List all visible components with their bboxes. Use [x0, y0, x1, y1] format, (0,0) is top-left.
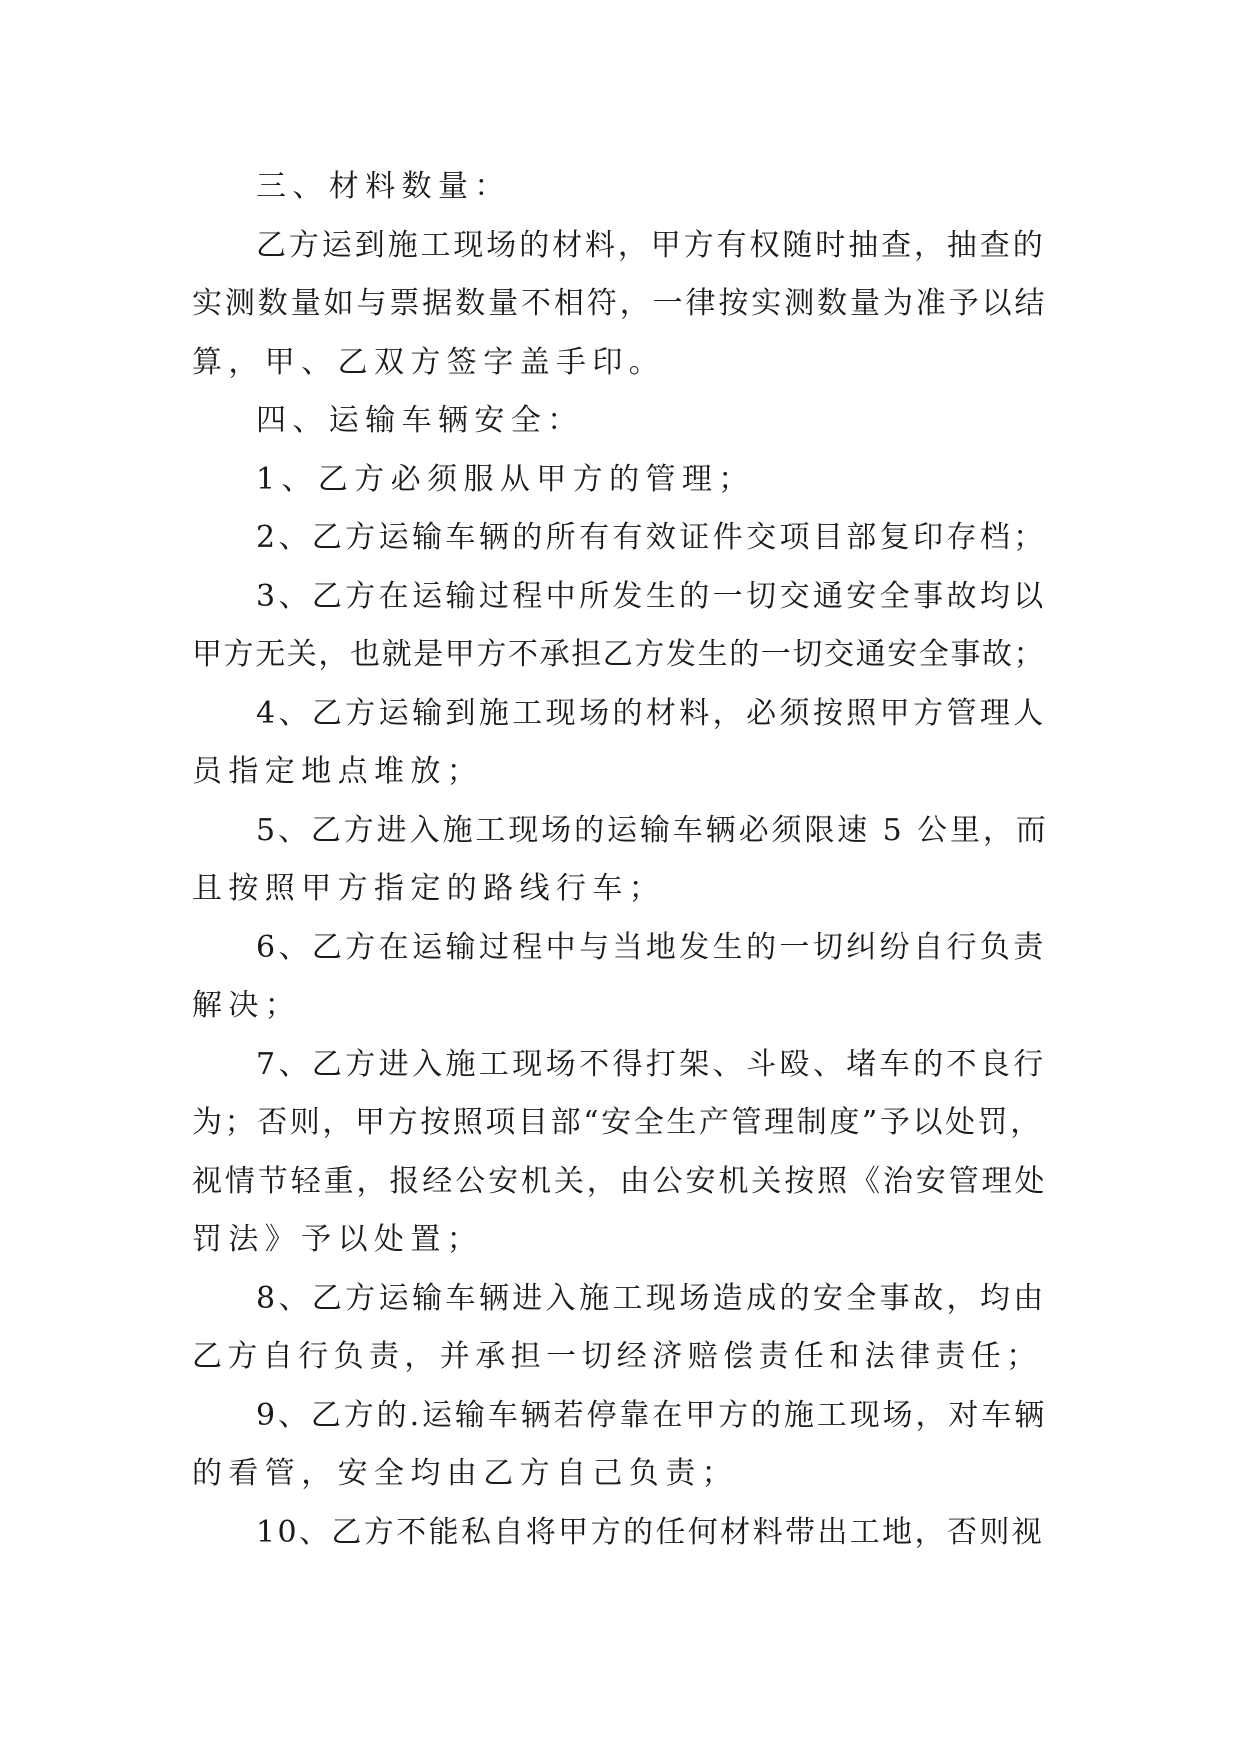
list-item-line: 9、乙方的.运输车辆若停靠在甲方的施工现场，对车辆 [256, 1398, 1048, 1433]
list-item-line: 7、乙方进入施工现场不得打架、斗殴、堵车的不良行 [256, 1047, 1047, 1082]
list-item-line: 且按照甲方指定的路线行车； [192, 871, 666, 906]
list-item-line: 5、乙方进入施工现场的运输车辆必须限速 5 公里，而 [256, 813, 1049, 848]
paragraph-line: 乙方运到施工现场的材料，甲方有权随时抽查，抽查的 [256, 228, 1046, 263]
section-heading: 四、运输车辆安全： [256, 403, 584, 438]
list-item-line: 1、乙方必须服从甲方的管理； [256, 462, 755, 497]
list-item-line: 解决； [192, 988, 302, 1023]
list-item-line: 员指定地点堆放； [192, 754, 484, 789]
paragraph-line: 算，甲、乙双方签字盖手印。 [192, 345, 666, 380]
list-item-line: 的看管，安全均由乙方自己负责； [192, 1456, 738, 1491]
list-item-line: 视情节轻重，报经公安机关，由公安机关按照《治安管理处 [192, 1164, 1048, 1199]
list-item-line: 甲方无关，也就是甲方不承担乙方发生的一切交通安全事故； [192, 637, 1046, 672]
list-item-line: 2、乙方运输车辆的所有有效证件交项目部复印存档； [256, 520, 1047, 555]
section-heading: 三、材料数量： [256, 169, 511, 204]
list-item-line: 罚法》予以处置； [192, 1222, 484, 1257]
list-item-line: 8、乙方运输车辆进入施工现场造成的安全事故，均由 [256, 1281, 1047, 1316]
list-item-line: 3、乙方在运输过程中所发生的一切交通安全事故均以 [256, 579, 1047, 614]
paragraph-line: 实测数量如与票据数量不相符，一律按实测数量为准予以结 [192, 286, 1048, 321]
list-item-line: 乙方自行负责，并承担一切经济赔偿责任和法律责任； [192, 1339, 1042, 1374]
list-item-line: 6、乙方在运输过程中与当地发生的一切纠纷自行负责 [256, 930, 1047, 965]
list-item-line: 为；否则，甲方按照项目部“安全生产管理制度”予以处罚， [192, 1105, 1043, 1140]
list-item-line: 10、乙方不能私自将甲方的任何材料带出工地，否则视 [256, 1515, 1045, 1550]
list-item-line: 4、乙方运输到施工现场的材料，必须按照甲方管理人 [256, 696, 1047, 731]
